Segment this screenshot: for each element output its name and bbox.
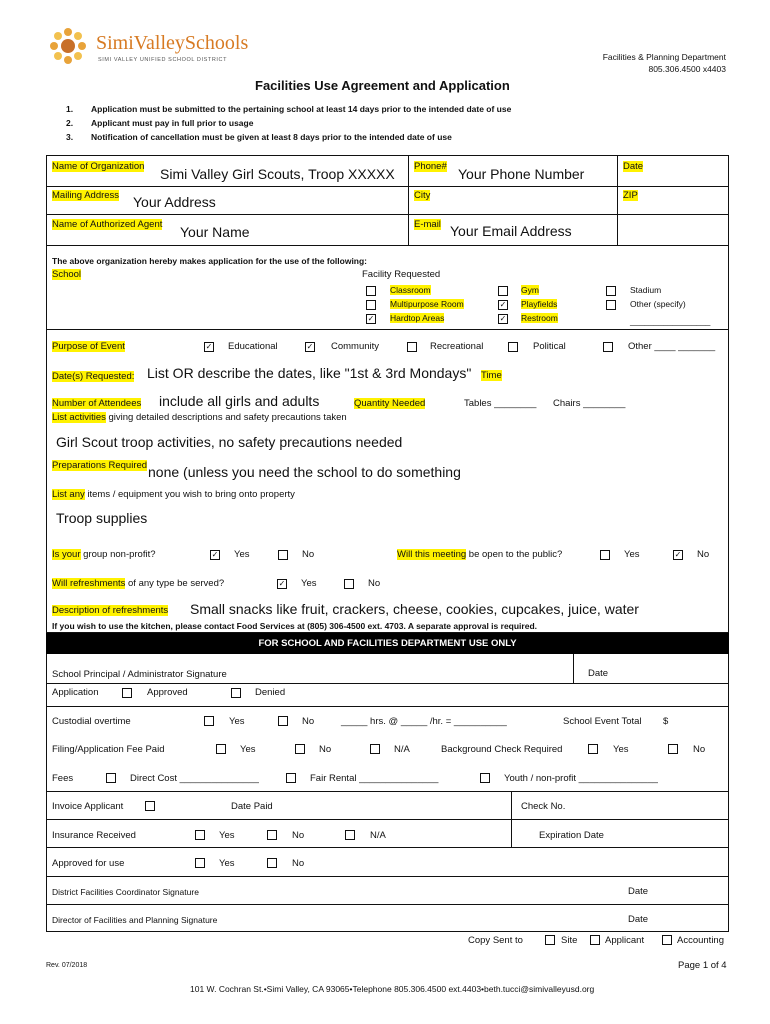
custodial-no-checkbox[interactable] (278, 716, 288, 726)
activities-input[interactable]: Girl Scout troop activities, no safety precautions needed (56, 434, 403, 450)
phone-label: Phone# (414, 161, 447, 172)
event-total-dollar: $ (663, 716, 669, 727)
quantity-label: Quantity Needed (354, 398, 426, 409)
denied-label: Denied (255, 687, 286, 698)
rule-1-num: 1. (66, 104, 74, 114)
bg-no-label: No (693, 744, 706, 755)
email-input[interactable]: Your Email Address (450, 223, 572, 239)
auth-label: Name of Authorized Agent (52, 219, 163, 230)
school-label: School (52, 269, 82, 280)
public-no-checkbox[interactable]: ✓ (674, 550, 682, 559)
mailing-label: Mailing Address (52, 190, 120, 201)
purpose-political-checkbox[interactable] (508, 342, 518, 352)
filing-yes-checkbox[interactable] (216, 744, 226, 754)
purpose-label: Purpose of Event (52, 341, 125, 352)
prep-input[interactable]: none (unless you need the school to do something (148, 464, 461, 480)
facility-hardtop-label: Hardtop Areas (390, 313, 445, 323)
insurance-no-checkbox[interactable] (267, 830, 277, 840)
filing-no-checkbox[interactable] (295, 744, 305, 754)
fair-checkbox[interactable] (286, 773, 296, 783)
insurance-na-label: N/A (370, 830, 386, 841)
coordinator-signature[interactable]: District Facilities Coordinator Signature (52, 887, 199, 897)
address-input[interactable]: Your Address (133, 194, 216, 210)
refresh-label: Will refreshments of any type be served? (52, 578, 225, 589)
invoice-checkbox[interactable] (145, 801, 155, 811)
purpose-other-checkbox[interactable] (603, 342, 613, 352)
dept-line1: Facilities & Planning Department (602, 52, 726, 62)
items-label: List any items / equipment you wish to bring onto property (52, 489, 295, 500)
copy-applicant-label: Applicant (605, 935, 645, 946)
dates-input[interactable]: List OR describe the dates, like "1st & 3rd Mondays" (147, 365, 472, 381)
insurance-label: Insurance Received (52, 830, 136, 841)
custodial-no-label: No (302, 716, 315, 727)
time-label: Time (481, 370, 502, 381)
approved-use-yes-label: Yes (219, 858, 235, 869)
filing-yes-label: Yes (240, 744, 256, 755)
facility-classroom-label: Classroom (390, 285, 431, 295)
filing-na-checkbox[interactable] (370, 744, 380, 754)
facility-restroom-label: Restroom (521, 313, 558, 323)
nonprofit-yes-checkbox[interactable]: ✓ (211, 550, 219, 559)
invoice-label: Invoice Applicant (52, 801, 124, 812)
facility-multipurpose-label: Multipurpose Room (390, 299, 464, 309)
purpose-other-label: Other ____ _______ (628, 341, 716, 352)
above-text: The above organization hereby makes application for the use of the following: (52, 256, 368, 266)
application-label: Application (52, 687, 99, 698)
approved-use-no-label: No (292, 858, 305, 869)
org-label: Name of Organization (52, 161, 145, 172)
insurance-no-label: No (292, 830, 305, 841)
rule-2: Applicant must pay in full prior to usage (91, 118, 254, 128)
copy-accounting-checkbox[interactable] (662, 935, 672, 945)
facility-gym-label: Gym (521, 285, 539, 295)
date-label: Date (623, 161, 644, 172)
bg-yes-checkbox[interactable] (588, 744, 598, 754)
youth-nonprofit[interactable]: Youth / non-profit _______________ (504, 773, 658, 784)
approved-label: Approved (147, 687, 188, 698)
bg-yes-label: Yes (613, 744, 629, 755)
approved-use-label: Approved for use (52, 858, 125, 869)
purpose-recreational-checkbox[interactable] (407, 342, 417, 352)
purpose-educational-checkbox[interactable]: ✓ (205, 342, 213, 351)
refresh-yes-checkbox[interactable]: ✓ (278, 579, 286, 588)
copy-site-checkbox[interactable] (545, 935, 555, 945)
coordinator-date: Date (628, 886, 649, 897)
check-no-label: Check No. (521, 801, 566, 812)
chairs-field[interactable]: Chairs ________ (553, 398, 626, 409)
rule-1: Application must be submitted to the pertaining school at least 14 days prior to the intended date of use (91, 104, 512, 114)
logo-subtitle: SIMI VALLEY UNIFIED SCHOOL DISTRICT (98, 57, 228, 63)
fair-rental[interactable]: Fair Rental _______________ (310, 773, 439, 784)
email-label: E-mail (414, 219, 441, 230)
insurance-na-checkbox[interactable] (345, 830, 355, 840)
denied-checkbox[interactable] (231, 688, 241, 698)
page-number: Page 1 of 4 (678, 960, 727, 971)
insurance-yes-checkbox[interactable] (195, 830, 205, 840)
approved-use-no-checkbox[interactable] (267, 858, 277, 868)
sun-logo-icon (48, 26, 88, 66)
refresh-no-checkbox[interactable] (344, 579, 354, 589)
dept-line2: 805.306.4500 x4403 (648, 64, 726, 74)
facility-stadium-checkbox[interactable] (606, 286, 616, 296)
date-paid-label: Date Paid (231, 801, 273, 812)
items-input[interactable]: Troop supplies (56, 510, 148, 526)
activities-label: List activities giving detailed descriptions and safety precautions taken (52, 412, 347, 423)
director-signature[interactable]: Director of Facilities and Planning Signature (52, 915, 218, 925)
facility-stadium-label: Stadium (630, 285, 662, 295)
attendees-label: Number of Attendees (52, 398, 142, 409)
direct-cost[interactable]: Direct Cost _______________ (130, 773, 259, 784)
nonprofit-yes-label: Yes (234, 549, 250, 560)
copy-label: Copy Sent to (468, 935, 523, 946)
insurance-yes-label: Yes (219, 830, 235, 841)
kitchen-note: If you wish to use the kitchen, please contact Food Services at (805) 306-4500 ext. 4703. A separate approval is required. (52, 621, 538, 631)
rule-3-num: 3. (66, 132, 74, 142)
logo-name: SimiValleySchools (96, 32, 249, 54)
public-label: Will this meeting be open to the public? (397, 549, 563, 560)
page-title: Facilities Use Agreement and Application (255, 78, 510, 93)
purpose-community-checkbox[interactable]: ✓ (306, 342, 314, 351)
facility-other-label: Other (specify) (630, 299, 686, 309)
rule-3: Notification of cancellation must be given at least 8 days prior to the intended date of use (91, 132, 452, 142)
dates-label: Date(s) Requested: (52, 371, 135, 382)
facility-other-checkbox[interactable] (606, 300, 616, 310)
youth-checkbox[interactable] (480, 773, 490, 783)
custodial-yes-label: Yes (229, 716, 245, 727)
expiration-label: Expiration Date (539, 830, 604, 841)
public-yes-checkbox[interactable] (600, 550, 610, 560)
zip-label: ZIP (623, 190, 638, 201)
facility-label: Facility Requested (362, 269, 441, 280)
tables-field[interactable]: Tables ________ (464, 398, 537, 409)
principal-signature[interactable]: School Principal / Administrator Signature (52, 669, 227, 680)
approved-checkbox[interactable] (122, 688, 132, 698)
logo (48, 26, 248, 70)
refresh-no-label: No (368, 578, 381, 589)
nonprofit-no-label: No (302, 549, 315, 560)
refresh-yes-label: Yes (301, 578, 317, 589)
refreshments-input[interactable]: Small snacks like fruit, crackers, cheese, cookies, cupcakes, juice, water (190, 601, 639, 617)
principal-date: Date (588, 668, 609, 679)
bg-check-label: Background Check Required (441, 744, 563, 755)
facility-classroom-checkbox[interactable] (366, 286, 376, 296)
name-input[interactable]: Your Name (180, 224, 250, 240)
phone-input[interactable]: Your Phone Number (458, 166, 585, 182)
revision: Rev. 07/2018 (46, 962, 88, 969)
rule-2-num: 2. (66, 118, 74, 128)
purpose-political-label: Political (533, 341, 566, 352)
filing-label: Filing/Application Fee Paid (52, 744, 165, 755)
city-label: City (414, 190, 431, 201)
director-date: Date (628, 914, 649, 925)
purpose-community-label: Community (331, 341, 380, 352)
direct-checkbox[interactable] (106, 773, 116, 783)
prep-label: Preparations Required (52, 460, 148, 471)
bg-no-checkbox[interactable] (668, 744, 678, 754)
facility-hardtop-checkbox[interactable]: ✓ (367, 314, 375, 323)
purpose-educational-label: Educational (228, 341, 278, 352)
facility-playfields-label: Playfields (521, 299, 558, 309)
custodial-label: Custodial overtime (52, 716, 131, 727)
nonprofit-label: Is your group non-profit? (52, 549, 156, 560)
filing-na-label: N/A (394, 744, 410, 755)
footer-address: 101 W. Cochran St.•Simi Valley, CA 93065•Telephone 805.306.4500 ext.4403•beth.tucci@simivalleyusd.org (190, 984, 595, 994)
copy-site-label: Site (561, 935, 578, 946)
copy-accounting-label: Accounting (677, 935, 725, 946)
public-no-label: No (697, 549, 710, 560)
attendees-input[interactable]: include all girls and adults (159, 393, 320, 409)
copy-applicant-checkbox[interactable] (590, 935, 600, 945)
custodial-yes-checkbox[interactable] (204, 716, 214, 726)
facility-gym-checkbox[interactable] (498, 286, 508, 296)
desc-label: Description of refreshments (52, 605, 169, 616)
public-yes-label: Yes (624, 549, 640, 560)
nonprofit-no-checkbox[interactable] (278, 550, 288, 560)
facility-multipurpose-checkbox[interactable] (366, 300, 376, 310)
facility-restroom-checkbox[interactable]: ✓ (499, 314, 507, 323)
custodial-hours[interactable]: _____ hrs. @ _____ /hr. = __________ (341, 716, 507, 727)
office-header: FOR SCHOOL AND FACILITIES DEPARTMENT USE ONLY (46, 633, 729, 654)
fees-label: Fees (52, 773, 74, 784)
purpose-recreational-label: Recreational (430, 341, 484, 352)
org-input[interactable]: Simi Valley Girl Scouts, Troop XXXXX (160, 166, 395, 182)
filing-no-label: No (319, 744, 332, 755)
event-total-label: School Event Total (563, 716, 642, 727)
facility-playfields-checkbox[interactable]: ✓ (499, 300, 507, 309)
facility-other-specify[interactable]: _________________ (630, 316, 711, 326)
approved-use-yes-checkbox[interactable] (195, 858, 205, 868)
